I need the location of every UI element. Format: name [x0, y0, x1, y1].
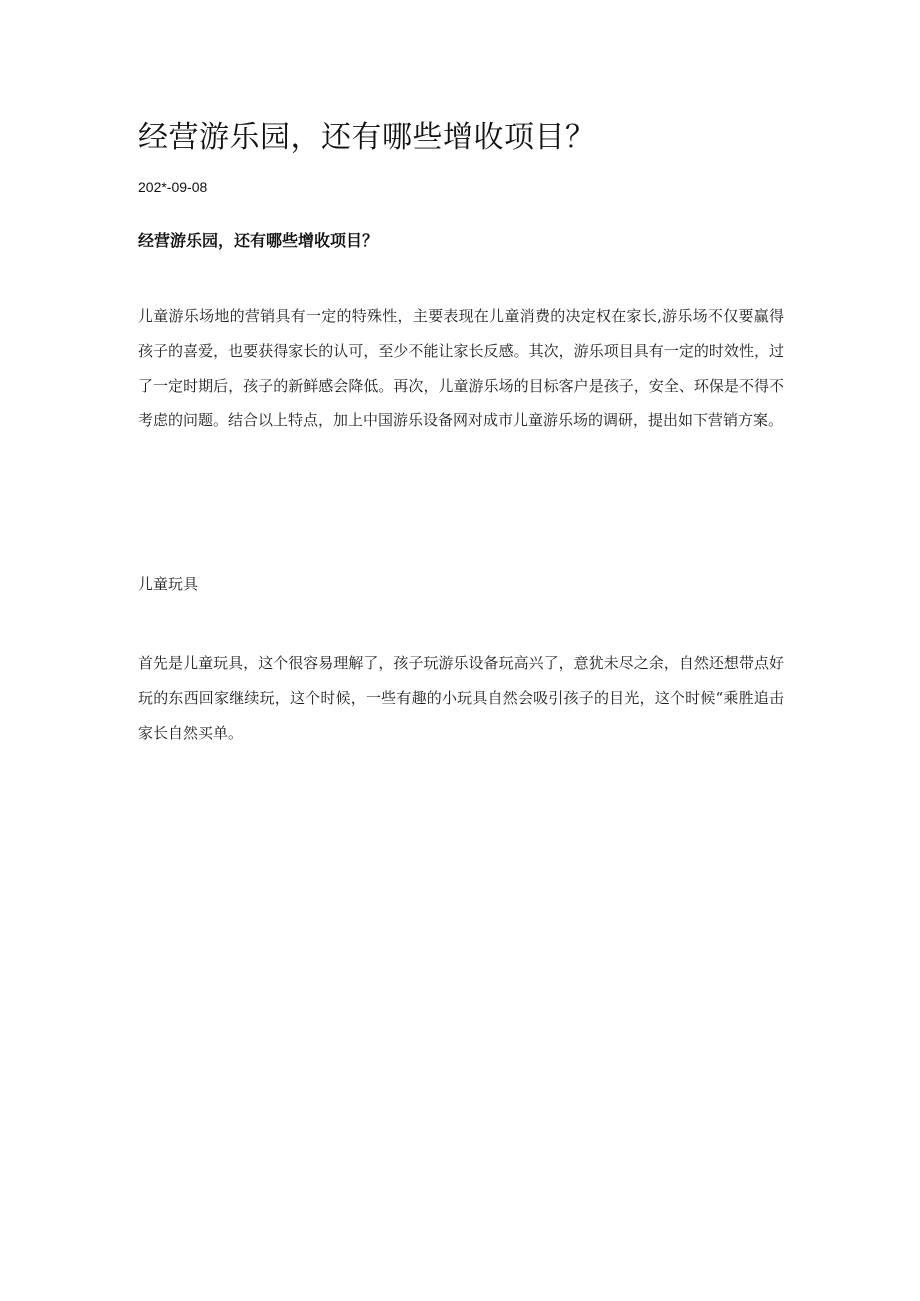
article-subtitle: 经营游乐园，还有哪些增收项目？ [138, 231, 379, 250]
intro-paragraph: 儿童游乐场地的营销具有一定的特殊性，主要表现在儿童消费的决定权在家长,游乐场不仅要赢得孩子的喜爱，也要获得家长的认可，至少不能让家长反感。其次，游乐项目具有一定的时效性，过了一定时期后，孩子的新鲜感会降低。再次，儿童游乐场的目标客户是孩子，安全、环保是不得不考虑的问题。结合以上特点，加上中国游乐设备网对成市儿童游乐场的调研，提出如下营销方案。 [138, 307, 784, 430]
publish-date: 202*-09-08 [138, 179, 208, 195]
page-title: 经营游乐园，还有哪些增收项目？ [138, 120, 596, 155]
section-heading-toys: 儿童玩具 [138, 575, 199, 593]
toys-paragraph: 首先是儿童玩具，这个很容易理解了，孩子玩游乐设备玩高兴了，意犹未尽之余，自然还想带点好玩的东西回家继续玩，这个时候，一些有趣的小玩具自然会吸引孩子的目光，这个时候“乘胜追击家长自然买单。 [138, 654, 784, 742]
